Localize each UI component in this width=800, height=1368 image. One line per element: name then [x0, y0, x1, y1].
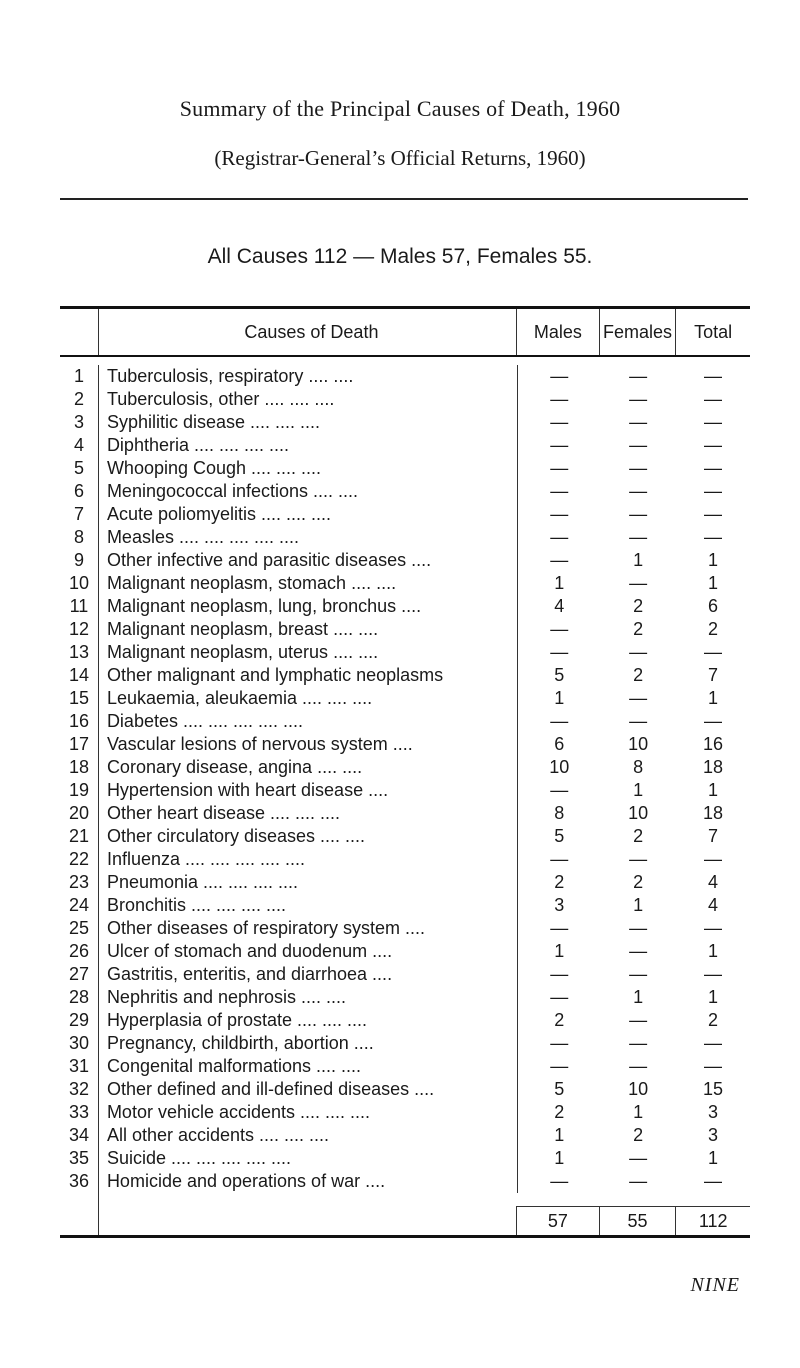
row-females: 2 — [633, 1125, 644, 1145]
row-females: — — [629, 573, 648, 593]
row-number: 4 — [73, 435, 84, 455]
row-total: 1 — [708, 987, 719, 1007]
row-cause: Malignant neoplasm, breast .... .... — [98, 618, 517, 641]
row-number: 22 — [68, 849, 89, 869]
row-females: — — [629, 1148, 648, 1168]
row-cause: Pregnancy, childbirth, abortion .... — [98, 1032, 517, 1055]
header-cause: Causes of Death — [98, 309, 516, 355]
row-number: 20 — [68, 803, 89, 823]
row-number: 25 — [68, 918, 89, 938]
row-cause: Other malignant and lymphatic neoplasms — [98, 664, 517, 687]
row-cause: Nephritis and nephrosis .... .... — [98, 986, 517, 1009]
row-total: 1 — [708, 550, 719, 570]
row-number: 23 — [68, 872, 89, 892]
table-row — [60, 641, 750, 664]
row-number: 17 — [68, 734, 89, 754]
table-row — [60, 710, 750, 733]
row-females: — — [629, 688, 648, 708]
row-total: 1 — [708, 941, 719, 961]
row-total: — — [704, 435, 723, 455]
row-number: 34 — [68, 1125, 89, 1145]
row-number: 10 — [68, 573, 89, 593]
row-cause: Meningococcal infections .... .... — [98, 480, 517, 503]
row-cause: Tuberculosis, other .... .... .... — [98, 388, 517, 411]
row-males: 8 — [517, 802, 600, 825]
divider — [60, 198, 748, 200]
row-total: — — [704, 711, 723, 731]
row-total: 15 — [703, 1079, 724, 1099]
table-row — [60, 1009, 750, 1032]
row-males: — — [517, 434, 600, 457]
row-cause: Bronchitis .... .... .... .... — [98, 894, 517, 917]
row-number: 9 — [73, 550, 84, 570]
row-cause: Other infective and parasitic diseases .... — [98, 549, 517, 572]
row-males: — — [517, 388, 600, 411]
table-row — [60, 756, 750, 779]
row-total: — — [704, 964, 723, 984]
row-number: 35 — [68, 1148, 89, 1168]
row-cause: Other defined and ill-defined diseases .... — [98, 1078, 517, 1101]
table-row — [60, 1170, 750, 1193]
row-number: 1 — [73, 366, 84, 386]
row-females: 1 — [633, 1102, 644, 1122]
table-row — [60, 526, 750, 549]
row-total: — — [704, 412, 723, 432]
table-row — [60, 595, 750, 618]
table-row — [60, 572, 750, 595]
row-total: — — [704, 849, 723, 869]
row-total: — — [704, 1033, 723, 1053]
row-total: 2 — [708, 619, 719, 639]
row-number: 29 — [68, 1010, 89, 1030]
row-females: — — [629, 1056, 648, 1076]
row-total: 1 — [708, 780, 719, 800]
row-number: 14 — [68, 665, 89, 685]
row-number: 12 — [68, 619, 89, 639]
row-males: — — [517, 365, 600, 388]
table-row — [60, 940, 750, 963]
row-males: 1 — [517, 572, 600, 595]
row-males: 2 — [517, 1101, 600, 1124]
row-number: 32 — [68, 1079, 89, 1099]
row-total: 18 — [703, 757, 724, 777]
table-row — [60, 457, 750, 480]
page-subtitle: (Registrar-General’s Official Returns, 1960) — [214, 146, 586, 170]
row-females: — — [629, 849, 648, 869]
row-total: 18 — [703, 803, 724, 823]
row-females: 10 — [628, 1079, 649, 1099]
row-females: 10 — [628, 734, 649, 754]
row-total: 7 — [708, 665, 719, 685]
table-row — [60, 1101, 750, 1124]
row-males: — — [517, 526, 600, 549]
row-cause: Tuberculosis, respiratory .... .... — [98, 365, 517, 388]
row-females: — — [629, 481, 648, 501]
row-cause: Hyperplasia of prostate .... .... .... — [98, 1009, 517, 1032]
row-cause: Syphilitic disease .... .... .... — [98, 411, 517, 434]
row-number: 28 — [68, 987, 89, 1007]
row-number: 2 — [73, 389, 84, 409]
row-number: 19 — [68, 780, 89, 800]
table-row — [60, 1124, 750, 1147]
row-total: 6 — [708, 596, 719, 616]
row-total: — — [704, 527, 723, 547]
table-row — [60, 986, 750, 1009]
row-males: — — [517, 457, 600, 480]
row-females: 1 — [633, 550, 644, 570]
row-males: — — [517, 503, 600, 526]
table-row — [60, 871, 750, 894]
row-cause: Diphtheria .... .... .... .... — [98, 434, 517, 457]
row-number: 26 — [68, 941, 89, 961]
causes-of-death-table — [60, 306, 750, 1238]
table-body — [60, 357, 750, 1193]
row-males: — — [517, 1032, 600, 1055]
row-females: 1 — [633, 780, 644, 800]
header-females: Females — [599, 309, 676, 355]
row-females: — — [629, 366, 648, 386]
table-row — [60, 779, 750, 802]
table-row — [60, 549, 750, 572]
row-number: 33 — [68, 1102, 89, 1122]
row-females: — — [629, 941, 648, 961]
row-males: — — [517, 963, 600, 986]
row-cause: Measles .... .... .... .... .... — [98, 526, 517, 549]
row-total: — — [704, 366, 723, 386]
table-header — [60, 309, 750, 357]
row-total: 1 — [708, 573, 719, 593]
table-row — [60, 365, 750, 388]
row-males: — — [517, 549, 600, 572]
row-females: — — [629, 1010, 648, 1030]
row-males: — — [517, 779, 600, 802]
table-row — [60, 411, 750, 434]
row-cause: Homicide and operations of war .... — [98, 1170, 517, 1193]
row-number: 13 — [68, 642, 89, 662]
row-males: 2 — [517, 871, 600, 894]
row-cause: Other circulatory diseases .... .... — [98, 825, 517, 848]
row-males: 1 — [517, 1147, 600, 1170]
row-number: 21 — [68, 826, 89, 846]
row-females: 2 — [633, 619, 644, 639]
row-females: — — [629, 642, 648, 662]
total-females: 55 — [599, 1206, 676, 1235]
row-cause: Acute poliomyelitis .... .... .... — [98, 503, 517, 526]
table-row — [60, 733, 750, 756]
row-total: — — [704, 1056, 723, 1076]
row-males: 2 — [517, 1009, 600, 1032]
row-females: — — [629, 527, 648, 547]
table-row — [60, 894, 750, 917]
row-total: 3 — [708, 1125, 719, 1145]
page-number: NINE — [690, 1274, 740, 1296]
row-cause: Malignant neoplasm, stomach .... .... — [98, 572, 517, 595]
row-males: 6 — [517, 733, 600, 756]
row-females: — — [629, 918, 648, 938]
row-cause: Coronary disease, angina .... .... — [98, 756, 517, 779]
table-row — [60, 618, 750, 641]
row-total: 4 — [708, 872, 719, 892]
row-cause: All other accidents .... .... .... — [98, 1124, 517, 1147]
table-row — [60, 1055, 750, 1078]
row-males: 1 — [517, 687, 600, 710]
row-total: 16 — [703, 734, 724, 754]
row-females: 2 — [633, 826, 644, 846]
row-number: 24 — [68, 895, 89, 915]
row-total: — — [704, 1171, 723, 1191]
row-cause: Pneumonia .... .... .... .... — [98, 871, 517, 894]
row-total: — — [704, 389, 723, 409]
table-row — [60, 848, 750, 871]
row-females: 8 — [633, 757, 644, 777]
row-number: 36 — [68, 1171, 89, 1191]
row-cause: Suicide .... .... .... .... .... — [98, 1147, 517, 1170]
row-total: 3 — [708, 1102, 719, 1122]
row-males: — — [517, 641, 600, 664]
row-females: 1 — [633, 895, 644, 915]
row-cause: Gastritis, enteritis, and diarrhoea .... — [98, 963, 517, 986]
row-males: — — [517, 411, 600, 434]
row-males: — — [517, 480, 600, 503]
row-total: — — [704, 918, 723, 938]
row-cause: Malignant neoplasm, uterus .... .... — [98, 641, 517, 664]
row-females: — — [629, 1033, 648, 1053]
row-number: 30 — [68, 1033, 89, 1053]
row-cause: Congenital malformations .... .... — [98, 1055, 517, 1078]
table-row — [60, 1147, 750, 1170]
row-males: 3 — [517, 894, 600, 917]
row-females: — — [629, 458, 648, 478]
table-row — [60, 1032, 750, 1055]
row-males: 10 — [517, 756, 600, 779]
table-row — [60, 664, 750, 687]
row-females: 10 — [628, 803, 649, 823]
row-total: — — [704, 481, 723, 501]
row-females: 2 — [633, 872, 644, 892]
row-females: 2 — [633, 665, 644, 685]
row-number: 8 — [73, 527, 84, 547]
table-row — [60, 503, 750, 526]
total-males: 57 — [516, 1206, 599, 1235]
row-males: 4 — [517, 595, 600, 618]
row-cause: Malignant neoplasm, lung, bronchus .... — [98, 595, 517, 618]
row-males: — — [517, 1170, 600, 1193]
total-all: 112 — [675, 1206, 750, 1235]
row-number: 7 — [73, 504, 84, 524]
row-number: 11 — [69, 596, 89, 616]
row-females: 2 — [633, 596, 644, 616]
row-cause: Hypertension with heart disease .... — [98, 779, 517, 802]
row-cause: Ulcer of stomach and duodenum .... — [98, 940, 517, 963]
row-number: 31 — [68, 1056, 89, 1076]
row-females: 1 — [633, 987, 644, 1007]
row-number: 18 — [68, 757, 89, 777]
row-cause: Leukaemia, aleukaemia .... .... .... — [98, 687, 517, 710]
row-males: — — [517, 986, 600, 1009]
row-males: 5 — [517, 825, 600, 848]
row-females: — — [629, 412, 648, 432]
row-males: 1 — [517, 940, 600, 963]
table-row — [60, 802, 750, 825]
table-row — [60, 963, 750, 986]
row-males: 1 — [517, 1124, 600, 1147]
row-males: — — [517, 848, 600, 871]
row-cause: Other diseases of respiratory system .... — [98, 917, 517, 940]
row-total: — — [704, 504, 723, 524]
table-row — [60, 1078, 750, 1101]
row-males: 5 — [517, 664, 600, 687]
row-number: 3 — [73, 412, 84, 432]
row-cause: Motor vehicle accidents .... .... .... — [98, 1101, 517, 1124]
totals-row — [60, 1193, 750, 1235]
row-total: 1 — [708, 688, 719, 708]
row-females: — — [629, 1171, 648, 1191]
row-total: 2 — [708, 1010, 719, 1030]
row-number: 5 — [73, 458, 84, 478]
row-females: — — [629, 435, 648, 455]
row-number: 15 — [68, 688, 89, 708]
table-row — [60, 825, 750, 848]
table-bottom-rule — [60, 1235, 750, 1238]
row-total: 1 — [708, 1148, 719, 1168]
row-cause: Influenza .... .... .... .... .... — [98, 848, 517, 871]
page-title: Summary of the Principal Causes of Death, 1960 — [179, 96, 621, 121]
row-number: 16 — [68, 711, 89, 731]
row-females: — — [629, 964, 648, 984]
row-cause: Diabetes .... .... .... .... .... — [98, 710, 517, 733]
row-males: 5 — [517, 1078, 600, 1101]
row-females: — — [629, 504, 648, 524]
row-cause: Whooping Cough .... .... .... — [98, 457, 517, 480]
row-total: — — [704, 458, 723, 478]
row-number: 27 — [68, 964, 89, 984]
table-row — [60, 687, 750, 710]
table-row — [60, 388, 750, 411]
row-total: 7 — [708, 826, 719, 846]
table-row — [60, 480, 750, 503]
table-row — [60, 917, 750, 940]
row-females: — — [629, 711, 648, 731]
header-males: Males — [516, 309, 599, 355]
summary-line: All Causes 112 — Males 57, Females 55. — [207, 245, 593, 268]
row-males: — — [517, 618, 600, 641]
row-cause: Vascular lesions of nervous system .... — [98, 733, 517, 756]
row-number: 6 — [73, 481, 84, 501]
row-males: — — [517, 917, 600, 940]
row-total: 4 — [708, 895, 719, 915]
row-males: — — [517, 1055, 600, 1078]
row-females: — — [629, 389, 648, 409]
row-males: — — [517, 710, 600, 733]
table-row — [60, 434, 750, 457]
row-total: — — [704, 642, 723, 662]
row-cause: Other heart disease .... .... .... — [98, 802, 517, 825]
header-total: Total — [675, 309, 750, 355]
